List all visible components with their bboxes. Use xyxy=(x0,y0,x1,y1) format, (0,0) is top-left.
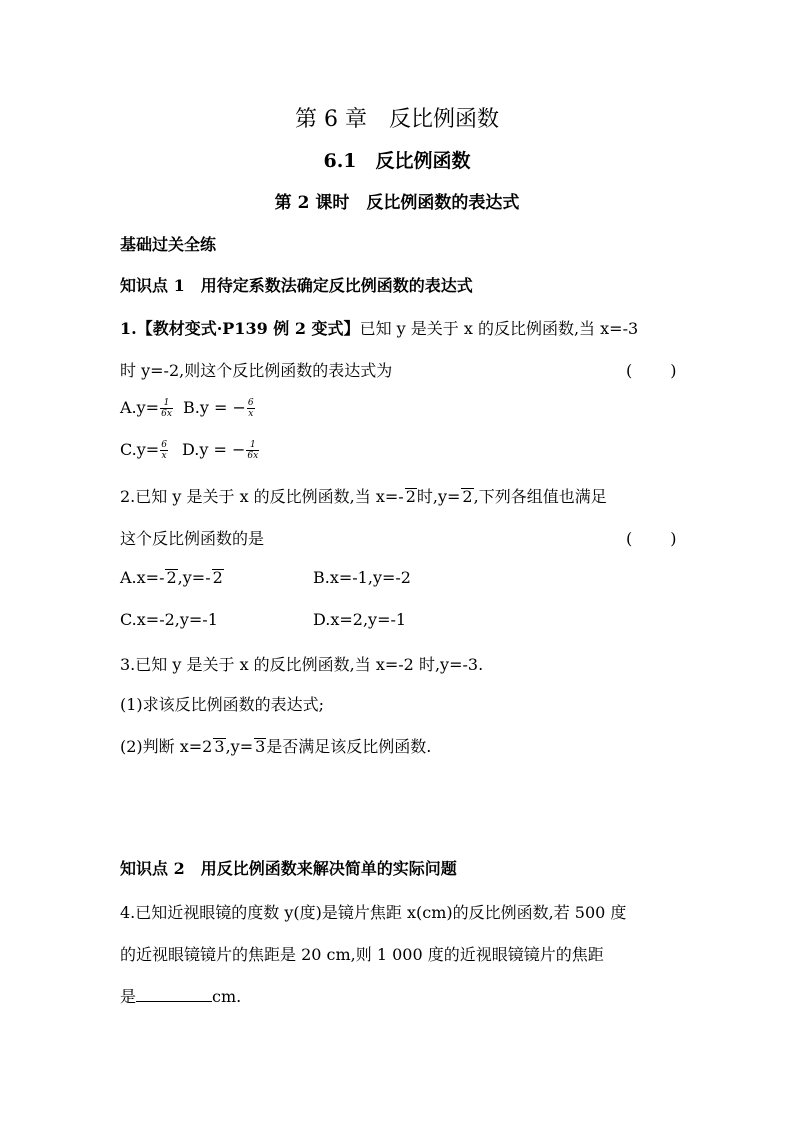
q1-options-ab xyxy=(120,398,256,419)
q3-part2: (2)判断 x=2 3,y= 3是否满足该反比例函数. xyxy=(120,737,432,756)
q2-option-a: A.x=- 2,y=- 2 xyxy=(120,568,223,587)
q1-text: 已知 y 是关于 x 的反比例函数,当 x=-3 xyxy=(359,319,639,338)
q4-line2: 的近视眼镜镜片的焦距是 20 cm,则 1 000 度的近视眼镜镜片的焦距 xyxy=(120,945,604,964)
practice-heading: 基础过关全练 xyxy=(120,235,217,254)
knowledge-point-2: 知识点 2 用反比例函数来解决简单的实际问题 xyxy=(120,859,457,878)
q1-option-d: D.y = − $\frac{1}{6x}$ xyxy=(182,440,259,461)
q2-line1: 2.已知 y 是关于 x 的反比例函数,当 x=- 2时,y= 2,下列各组值也满足 xyxy=(120,487,607,506)
lesson-title: 第 2 课时 反比例函数的表达式 xyxy=(274,193,520,213)
q1-option-c-fraction: $\frac{6}{x}$ xyxy=(161,440,167,461)
q1-option-b-fraction: $\frac{6}{x}$ xyxy=(247,398,254,419)
q1-option-b: B.y = − $\frac{6}{x}$ xyxy=(183,398,254,419)
q1-option-a: A.y= $\frac{1}{6x}$ xyxy=(120,398,172,419)
q4-line3: 是 cm. xyxy=(120,987,242,1006)
q4-answer-blank[interactable] xyxy=(136,987,212,1002)
q3-line1: 3.已知 y 是关于 x 的反比例函数,当 x=-2 时,y=-3. xyxy=(120,655,484,674)
q1-line1 xyxy=(120,316,638,339)
q2-option-c: C.x=-2,y=-1 xyxy=(120,610,218,629)
q1-options-cd xyxy=(120,440,260,461)
q1-option-d-fraction: $\frac{1}{6x}$ xyxy=(247,440,259,461)
q2-sqrt-2b: 2 xyxy=(462,487,473,506)
q1-answer-paren: ( ) xyxy=(626,361,679,380)
knowledge-point-1: 知识点 1 用待定系数法确定反比例函数的表达式 xyxy=(120,276,473,295)
q1-option-c: C.y= $\frac{6}{x}$ xyxy=(120,440,167,461)
q4-line1: 4.已知近视眼镜的度数 y(度)是镜片焦距 x(cm)的反比例函数,若 500 度 xyxy=(120,903,627,922)
q2-answer-paren: ( ) xyxy=(626,529,679,548)
q2-line2: 这个反比例函数的是 xyxy=(120,529,265,548)
q1-option-a-fraction: $\frac{1}{6x}$ xyxy=(161,398,172,419)
q2-sqrt-2a: 2 xyxy=(405,487,416,506)
q2-option-b: B.x=-1,y=-2 xyxy=(313,568,411,587)
q1-tag: 1.【教材变式·P139 例 2 变式】 xyxy=(120,319,360,338)
q3-part1: (1)求该反比例函数的表达式; xyxy=(120,695,325,714)
q1-line2: 时 y=-2,则这个反比例函数的表达式为 xyxy=(120,361,393,380)
q2-option-d: D.x=2,y=-1 xyxy=(313,610,407,629)
chapter-title: 第 6 章 反比例函数 xyxy=(295,107,499,132)
section-title: 6.1 反比例函数 xyxy=(323,150,471,172)
